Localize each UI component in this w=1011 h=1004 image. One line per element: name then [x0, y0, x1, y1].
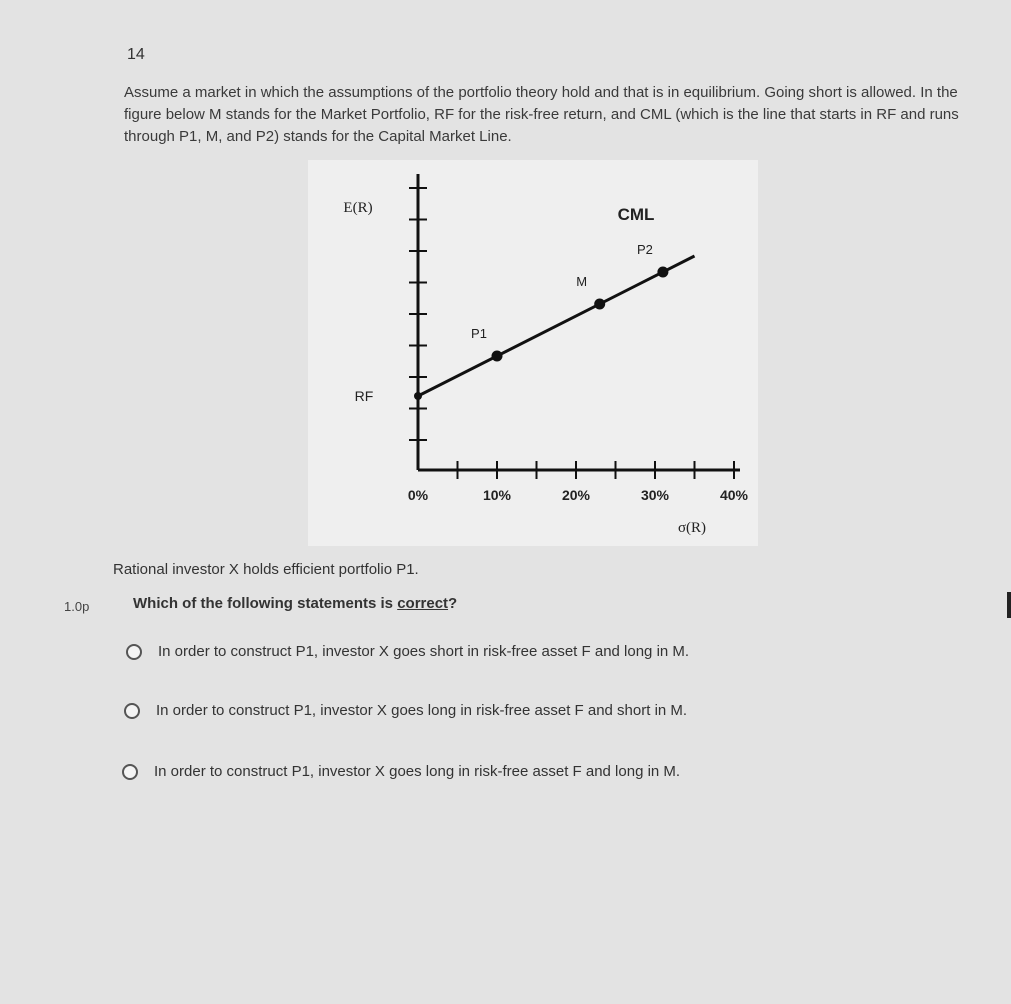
cml-figure: [308, 160, 758, 546]
x-tick-label: 40%: [719, 487, 749, 503]
p2-label: P2: [636, 242, 653, 257]
prompt-text-end: ?: [448, 595, 458, 612]
answer-option-label: In order to construct P1, investor X goes long in risk-free asset F and long in M.: [154, 763, 681, 780]
cml-line-label: CML: [617, 205, 655, 224]
radio-button[interactable]: [122, 764, 138, 780]
intro-text: Rational investor X holds efficient portfolio P1.: [113, 561, 419, 578]
answer-option-label: In order to construct P1, investor X goes short in risk-free asset F and long in M.: [158, 643, 690, 660]
x-axis-label: σ(R): [677, 520, 707, 536]
answer-option-2[interactable]: [124, 702, 687, 719]
answer-option-3[interactable]: [122, 763, 680, 780]
question-number: 14: [127, 46, 145, 63]
m-label: M: [576, 274, 588, 289]
cml-chart: [308, 160, 758, 546]
x-tick-label: 20%: [561, 487, 591, 503]
x-tick-label: 0%: [407, 487, 429, 503]
answer-option-label: In order to construct P1, investor X goes long in risk-free asset F and short in M.: [156, 702, 688, 719]
x-tick-label: 10%: [482, 487, 512, 503]
radio-button[interactable]: [126, 644, 142, 660]
m-point: [594, 299, 605, 310]
answer-option-1[interactable]: [126, 643, 689, 660]
p2-point: [657, 267, 668, 278]
p1-label: P1: [471, 326, 487, 341]
prompt-text-start: Which of the following statements is: [133, 595, 398, 612]
radio-button[interactable]: [124, 703, 140, 719]
cml-line: [418, 256, 695, 396]
y-axis-label: E(R): [343, 200, 373, 216]
y-axis: [409, 174, 427, 470]
prompt-text: [133, 595, 457, 612]
points-label: 1.0p: [64, 599, 90, 614]
rf-point: [414, 392, 422, 400]
p1-point: [492, 351, 503, 362]
x-axis: [408, 461, 749, 503]
cml-points: [355, 242, 669, 404]
rf-label: RF: [354, 388, 374, 404]
question-text: Assume a market in which the assumptions of the portfolio theory hold and that is in equilibrium. Going short is allowed. In the figure below M stands for the Market Portfolio, RF for the risk-free return, and CML (which is the line that starts in RF and runs through P1, M, and P2) stands for the Capital Market Line.: [124, 84, 959, 145]
prompt-emphasis: correct: [397, 595, 449, 612]
x-tick-label: 30%: [640, 487, 670, 503]
scrollbar-edge: [1007, 592, 1011, 618]
